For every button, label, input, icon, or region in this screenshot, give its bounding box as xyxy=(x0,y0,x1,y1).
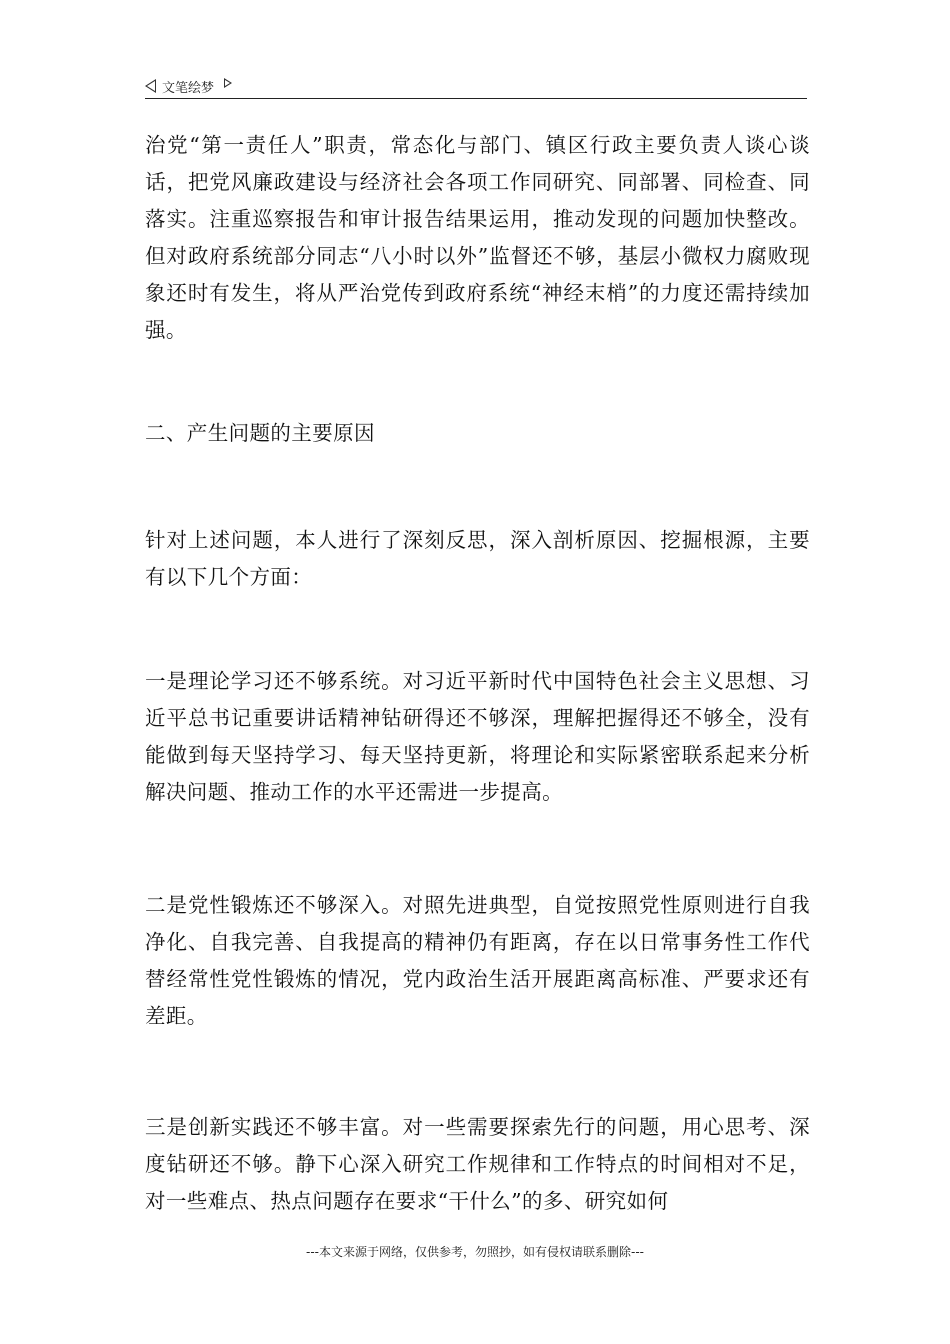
paragraph-party-responsibility: 治党“第一责任人”职责，常态化与部门、镇区行政主要负责人谈心谈话，把党风廉政建设与经济社会各项工作同研究、同部署、同检查、同落实。注重巡察报告和审计报告结果运用，推动发现的问题加快整改。但对政府系统部分同志“八小时以外”监督还不够，基层小微权力腐败现象还时有发生，将从严治党传到政府系统“神经末梢”的力度还需持续加强。 xyxy=(145,133,810,342)
triangle-left-icon xyxy=(145,79,156,93)
footer-disclaimer: ---本文来源于网络，仅供参考，勿照抄，如有侵权请联系删除--- xyxy=(306,1245,644,1259)
paragraph-party-spirit: 二是党性锻炼还不够深入。对照先进典型，自觉按照党性原则进行自我净化、自我完善、自我提高的精神仍有距离，存在以日常事务性工作代替经常性党性锻炼的情况，党内政治生活开展距离高标准、严要求还有差距。 xyxy=(145,893,810,1028)
paragraph-innovation-practice: 三是创新实践还不够丰富。对一些需要探索先行的问题，用心思考、深度钻研还不够。静下心深入研究工作规律和工作特点的时间相对不足，对一些难点、热点问题存在要求“干什么”的多、研究如何 xyxy=(145,1115,810,1213)
header-title: 文笔绘梦 xyxy=(162,80,215,96)
paragraph-theory-study: 一是理论学习还不够系统。对习近平新时代中国特色社会主义思想、习近平总书记重要讲话精神钻研得还不够深，理解把握得还不够全，没有能做到每天坚持学习、每天坚持更新，将理论和实际紧密联系起来分析解决问题、推动工作的水平还需进一步提高。 xyxy=(145,669,810,804)
paragraph-reflection-intro: 针对上述问题，本人进行了深刻反思，深入剖析原因、挖掘根源，主要有以下几个方面： xyxy=(145,528,810,589)
triangle-right-icon xyxy=(224,78,232,88)
header-divider xyxy=(145,98,807,99)
section-heading-causes: 二、产生问题的主要原因 xyxy=(145,421,375,445)
page-header xyxy=(145,74,807,98)
